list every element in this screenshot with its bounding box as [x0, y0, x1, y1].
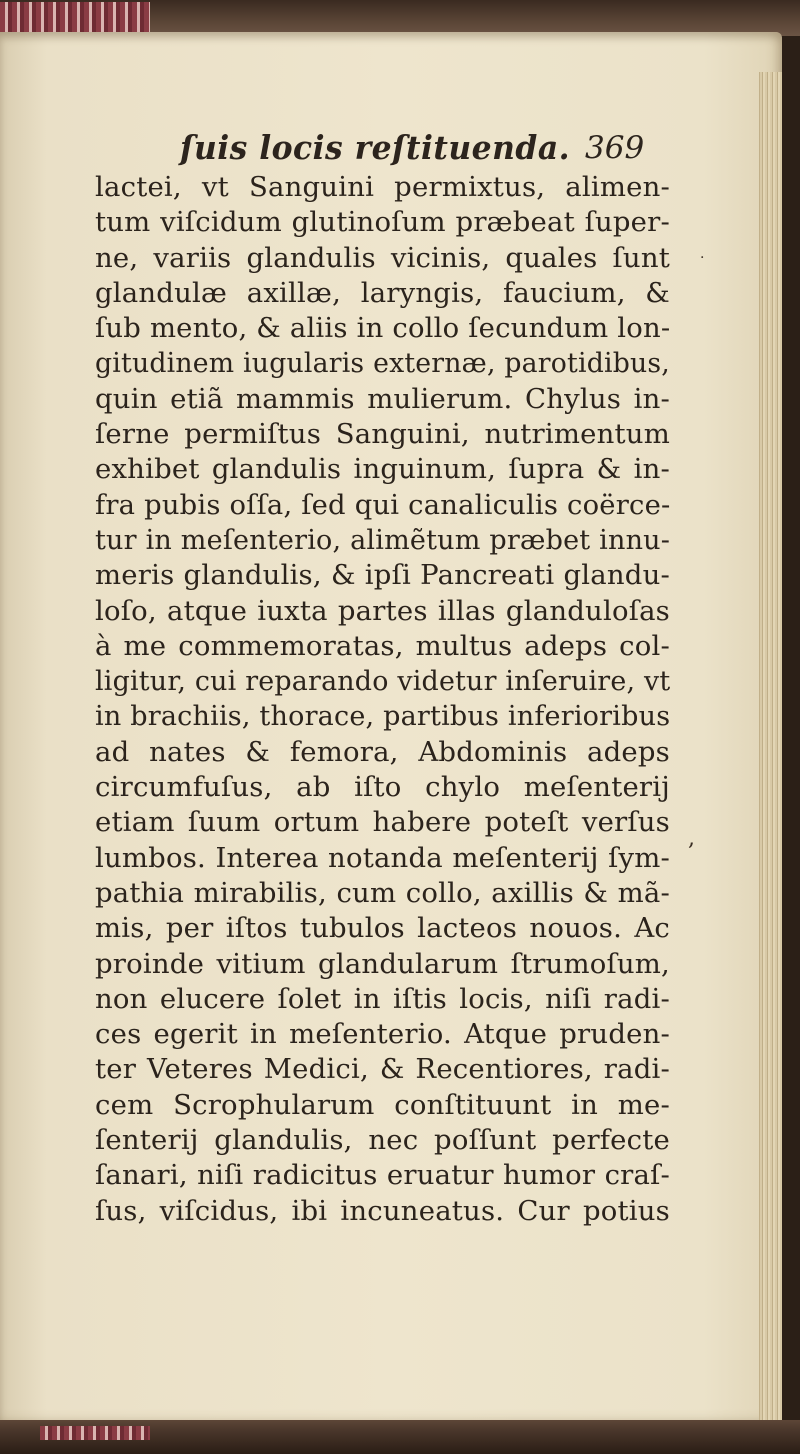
margin-mark: ·: [700, 250, 705, 266]
text-line: fra pubis oſſa, ſed qui canaliculis coërce-: [95, 488, 671, 521]
text-line: glandulæ axillæ, laryngis, faucium, &: [95, 276, 670, 309]
text-line: ter Veteres Medici, & Recentiores, radi-: [95, 1053, 670, 1086]
page-edges: [759, 72, 782, 1452]
headband-bottom: [40, 1426, 150, 1440]
text-line: pathia mirabilis, cum collo, axillis & mã-: [95, 876, 670, 909]
text-line: loſo, atque iuxta partes illas glanduloſas: [95, 594, 670, 627]
text-line: ſus, viſcidus, ibi incuneatus. Cur potius: [95, 1194, 670, 1227]
text-line: gitudinem iugularis externæ, parotidibus,: [95, 347, 671, 380]
text-line: ad nates & femora, Abdominis adeps: [95, 735, 670, 768]
text-line: tur in meſenterio, alimẽtum præbet innu-: [95, 523, 671, 556]
text-line: à me commemoratas, multus adeps col-: [95, 629, 670, 662]
text-line: proinde vitium glandularum ſtrumoſum,: [95, 947, 670, 980]
text-line: cem Scrophularum conſtituunt in me-: [95, 1088, 670, 1121]
text-line: ſanari, niſi radicitus eruatur humor craſ-: [95, 1159, 670, 1192]
text-line: in brachiis, thorace, partibus inferioribus: [95, 700, 671, 733]
text-line: ne, variis glandulis vicinis, quales ſunt: [95, 241, 670, 274]
text-line: ſerne permiſtus Sanguini, nutrimentum: [95, 418, 670, 451]
body-text: [95, 170, 670, 1229]
text-line: etiam ſuum ortum habere poteſt verſus: [95, 806, 670, 839]
text-line: ces egerit in meſenterio. Atque pruden-: [95, 1018, 670, 1051]
text-line: non elucere ſolet in iſtis locis, niſi radi-: [95, 982, 670, 1015]
text-line: lumbos. Interea notanda meſenterij ſym-: [95, 841, 670, 874]
text-line: quin etiã mammis mulierum. Chylus in-: [95, 382, 670, 415]
text-line: mis, per iſtos tubulos lacteos nouos. Ac: [95, 912, 670, 945]
page-number: 369: [585, 130, 645, 166]
headband-top: [0, 2, 150, 35]
text-line: circumfuſus, ab iſto chylo meſenterij: [95, 771, 670, 804]
text-line: ligitur, cui reparando videtur inſeruire, vt: [95, 665, 671, 698]
text-line: exhibet glandulis inguinum, ſupra & in-: [95, 453, 670, 486]
text-line: meris glandulis, & ipſi Pancreati glandu-: [95, 559, 670, 592]
margin-mark: ,: [688, 826, 695, 851]
text-line: lactei, vt Sanguini permixtus, alimen-: [95, 171, 670, 203]
running-head: [180, 128, 660, 174]
running-title: ſuis locis reſtituenda.: [180, 128, 571, 167]
text-line: tum viſcidum glutinoſum præbeat ſuper-: [95, 206, 670, 239]
text-line: ſub mento, & aliis in collo ſecundum lon-: [95, 312, 671, 345]
text-line: ſenterij glandulis, nec poſſunt perfecte: [95, 1124, 670, 1157]
